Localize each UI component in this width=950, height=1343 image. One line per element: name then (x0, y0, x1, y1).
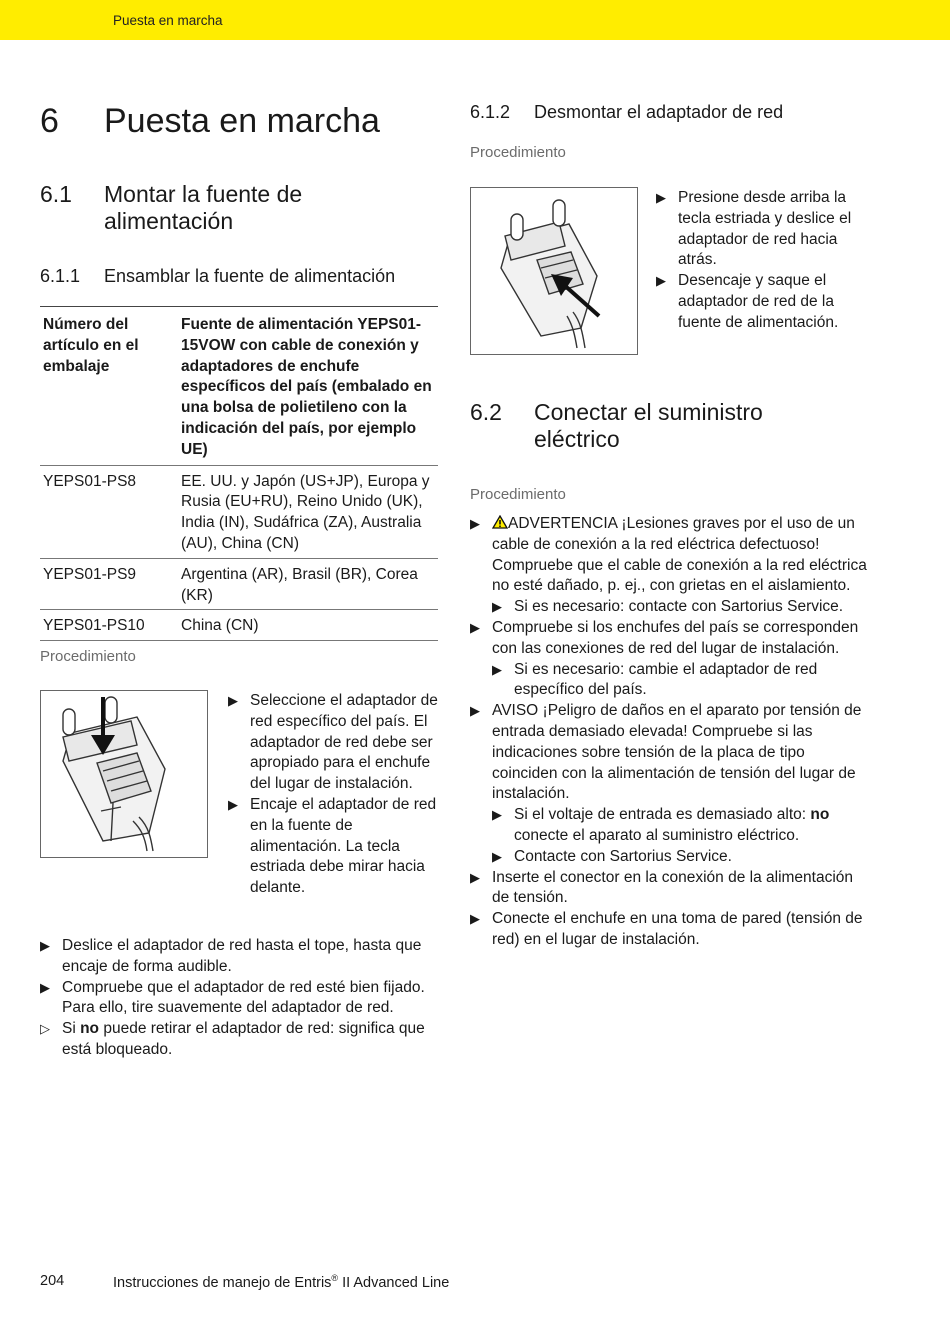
list-item (656, 271, 866, 333)
table-cell: YEPS01-PS8 (43, 472, 137, 490)
warning-label: ADVERTENCIA (508, 515, 618, 532)
result-triangle-outline-icon: ▷ (40, 1021, 50, 1037)
list-item (40, 936, 440, 978)
running-header: Puesta en marcha (113, 13, 223, 28)
list-item (228, 795, 438, 899)
list-item (40, 1019, 440, 1061)
section-title (104, 181, 302, 235)
bullet-triangle-icon: ▶ (40, 938, 50, 953)
list-item (470, 701, 870, 805)
list-item (470, 909, 870, 951)
step-text: Conecte el enchufe en una toma de pared (tensión de red) en el lugar de instalación. (492, 910, 863, 948)
bullet-triangle-icon: ▶ (470, 619, 480, 635)
list-item (228, 691, 438, 795)
bullet-triangle-icon: ▶ (470, 911, 480, 927)
step-text-bold: no (810, 806, 830, 824)
step-text: ¡Lesiones graves por el uso de un cable de conexión a la red eléctrica defectuoso! Compruebe que el cable de conexión a la red eléctrica no esté dañado, p. ej., con grietas en el aislamiento. (492, 515, 867, 595)
table-header-cell: Fuente de alimentación YEPS01-15VOW con cable de conexión y adaptadores de enchufe específicos del país (embalado en una bolsa de polietileno con la indicación del país, por ejemplo UE) (181, 316, 432, 458)
chapter-title: Puesta en marcha (104, 102, 380, 140)
bullet-triangle-icon: ▶ (228, 693, 238, 708)
table-header-cell: Número del artículo en el embalaje (43, 316, 139, 375)
step-text-bold: no (80, 1020, 100, 1038)
subsection-number: 6.1.1 (40, 266, 81, 286)
procedure-label: Procedimiento (40, 648, 136, 665)
section-title-line: Conectar el suministro (534, 399, 763, 425)
figure-steps-right (656, 188, 866, 334)
step-text: Contacte con Sartorius Service. (514, 847, 732, 865)
step-text: Presione desde arriba la tecla estriada y deslice el adaptador de red hacia atrás. (678, 189, 852, 269)
list-item (470, 597, 870, 618)
step-text: puede retirar el adaptador de red: significa que está bloqueado. (62, 1020, 425, 1058)
subsection-title: Desmontar el adaptador de red (534, 102, 784, 122)
bullet-triangle-icon: ▶ (492, 807, 502, 823)
table-header-row (40, 307, 438, 466)
step-text: Desencaje y saque el adaptador de red de la fuente de alimentación. (678, 272, 839, 331)
step-text: Deslice el adaptador de red hasta el tope, hasta que encaje de forma audible. (62, 937, 422, 975)
subsection-number: 6.1.2 (470, 102, 511, 122)
table-row (40, 610, 438, 641)
section-title (534, 399, 763, 453)
footer-text: II Advanced Line (338, 1274, 450, 1291)
table-cell: Argentina (AR), Brasil (BR), Corea (KR) (181, 565, 418, 604)
list-item (656, 188, 866, 271)
step-text: Compruebe que el adaptador de red esté bien fijado. Para ello, tire suavemente del adaptador de red. (62, 978, 425, 1017)
step-text: Si es necesario: contacte con Sartorius Service. (514, 598, 844, 616)
procedure-label: Procedimiento (470, 486, 566, 503)
list-item (470, 618, 870, 660)
subsection-title: Ensamblar la fuente de alimentación (104, 266, 396, 286)
step-text: Compruebe si los enchufes del país se corresponden con las conexiones de red del lugar de instalación. (492, 618, 859, 657)
step-text: Inserte el conector en la conexión de la alimentación de tensión. (492, 868, 854, 907)
table-row (40, 558, 438, 610)
table-cell: China (CN) (181, 617, 259, 635)
table-cell: EE. UU. y Japón (US+JP), Europa y Rusia (EU+RU), Reino Unido (UK), India (IN), Sudáfrica (ZA), Australia (AU), China (CN) (181, 472, 430, 552)
figure-steps-left (228, 691, 438, 899)
section-title-line: eléctrico (534, 426, 620, 452)
bullet-triangle-icon: ▶ (656, 273, 666, 289)
notice-label: AVISO (492, 702, 539, 720)
table-row (40, 465, 438, 558)
list-item (470, 847, 870, 868)
steps-left (40, 936, 440, 1061)
step-text: Si es necesario: cambie el adaptador de red específico del país. (514, 660, 818, 699)
list-item (470, 660, 870, 702)
step-text: Si el voltaje de entrada es demasiado alto: (514, 806, 811, 824)
chapter-number: 6 (40, 102, 59, 140)
list-item (470, 805, 870, 847)
list-item (40, 978, 440, 1020)
step-text: Si (62, 1020, 81, 1038)
figure-remove-adapter (470, 187, 638, 355)
list-item (470, 868, 870, 910)
section-title-line: alimentación (104, 208, 234, 234)
section-number: 6.1 (40, 181, 72, 207)
procedure-label: Procedimiento (470, 144, 566, 161)
step-text: conecte el aparato al suministro eléctrico. (514, 826, 800, 844)
steps-right (470, 514, 870, 951)
table-cell: YEPS01-PS9 (43, 565, 137, 583)
table-cell: YEPS01-PS10 (43, 617, 145, 635)
page-number: 204 (40, 1273, 65, 1289)
registered-mark: ® (331, 1273, 339, 1283)
step-text: Encaje el adaptador de red en la fuente de alimentación. La tecla estriada debe mirar hacia delante. (250, 795, 437, 897)
bullet-triangle-icon: ▶ (470, 869, 480, 885)
figure-insert-adapter (40, 690, 208, 858)
power-adapter-insert-illustration (41, 691, 207, 857)
power-adapter-remove-illustration (471, 188, 637, 354)
bullet-triangle-icon: ▶ (470, 516, 480, 531)
footer-doc-title (113, 1273, 449, 1291)
warning-triangle-icon (492, 515, 508, 529)
step-text: ¡Peligro de daños en el aparato por tensión de entrada demasiado elevada! Compruebe si las indicaciones sobre tensión de la placa de tipo coinciden con la alimentación de tensión del lugar de instalación. (492, 702, 862, 803)
spec-table (40, 306, 438, 641)
section-title-line: Montar la fuente de (104, 181, 303, 207)
bullet-triangle-icon: ▶ (228, 796, 238, 812)
footer-text: Instrucciones de manejo de Entris (113, 1274, 332, 1291)
bullet-triangle-icon: ▶ (656, 190, 666, 205)
bullet-triangle-icon: ▶ (470, 703, 480, 719)
bullet-triangle-icon: ▶ (492, 848, 502, 864)
bullet-triangle-icon: ▶ (40, 979, 50, 995)
bullet-triangle-icon: ▶ (492, 599, 502, 615)
section-number: 6.2 (470, 399, 502, 425)
bullet-triangle-icon: ▶ (492, 661, 502, 677)
step-text: Seleccione el adaptador de red específico del país. El adaptador de red debe ser apropiado para el enchufe del lugar de instalación. (250, 692, 438, 793)
list-item (470, 514, 870, 597)
